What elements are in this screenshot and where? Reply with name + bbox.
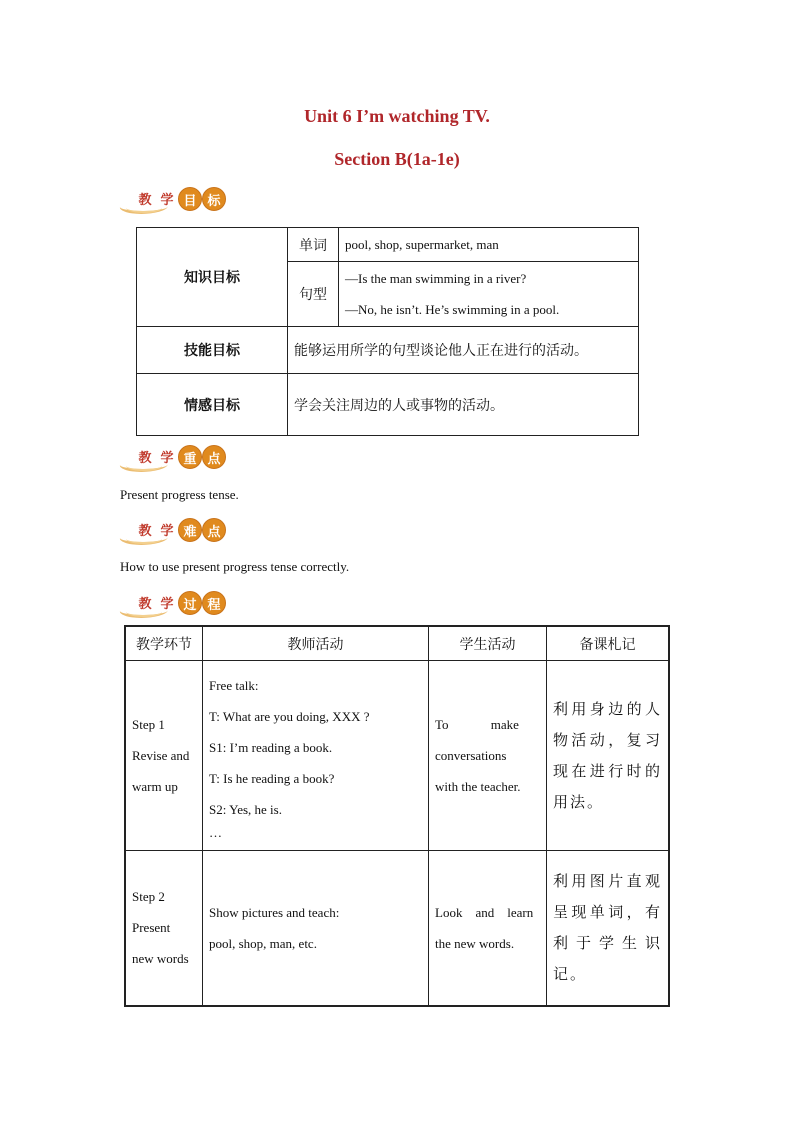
skill-label: 技能目标 (137, 327, 288, 374)
teacher-line: … (209, 825, 222, 840)
banner-char: 教 (138, 523, 152, 539)
notes-text: 利用图片直观呈现单词，有利于学生识记。 (553, 871, 662, 983)
teacher-line: Show pictures and teach: (209, 904, 340, 920)
banner-char: 教 (138, 450, 152, 466)
skill-text: 能够运用所学的句型谈论他人正在进行的活动。 (288, 327, 639, 374)
header-student: 学生活动 (429, 626, 547, 661)
banner-char: 目 (178, 187, 202, 211)
table-row (125, 661, 669, 851)
key-point-text: Present progress tense. (120, 487, 239, 502)
step-line: Present (132, 920, 171, 936)
step-line: Step 1 (132, 717, 165, 732)
student-cell (429, 661, 547, 851)
section-subtitle: Section B(1a-1e) (334, 149, 460, 169)
banner-char: 点 (202, 445, 226, 469)
teacher-line: T: What are you doing, XXX ? (209, 709, 370, 724)
step-line: new words (132, 951, 189, 967)
banner-char: 难 (178, 518, 202, 542)
step-cell (125, 851, 203, 1006)
vocab-text: pool, shop, supermarket, man (339, 228, 639, 262)
notes-cell (547, 661, 670, 851)
unit-title: Unit 6 I’m watching TV. (304, 106, 490, 126)
banner-char: 标 (202, 187, 226, 211)
process-table (124, 625, 670, 1007)
teacher-line: pool, shop, man, etc. (209, 935, 317, 951)
student-line: To make (435, 717, 519, 732)
header-teacher: 教师活动 (203, 626, 429, 661)
knowledge-label: 知识目标 (137, 228, 288, 327)
objectives-banner (120, 187, 230, 213)
student-line: conversations (435, 748, 507, 763)
emotion-label: 情感目标 (137, 374, 288, 436)
difficulty-text: How to use present progress tense correctly. (120, 559, 350, 574)
banner-char: 程 (202, 591, 226, 615)
banner-char: 过 (178, 591, 202, 615)
step-cell (125, 661, 203, 851)
banner-char: 教 (138, 596, 152, 612)
step-line: warm up (132, 779, 178, 794)
emotion-text: 学会关注周边的人或事物的活动。 (288, 374, 639, 436)
teacher-cell (203, 661, 429, 851)
student-cell (429, 851, 547, 1006)
banner-char: 学 (160, 192, 174, 208)
pattern-cell (339, 262, 639, 327)
objectives-table (136, 227, 639, 436)
banner-char: 重 (178, 445, 202, 469)
pattern-label: 句型 (288, 262, 339, 327)
key-points-banner (120, 445, 230, 471)
teacher-line: S2: Yes, he is. (209, 802, 282, 817)
banner-char: 学 (160, 596, 174, 612)
step-line: Step 2 (132, 889, 165, 905)
student-line: with the teacher. (435, 779, 521, 794)
student-line: the new words. (435, 935, 515, 951)
table-row (125, 851, 669, 1006)
banner-char: 学 (160, 523, 174, 539)
header-notes: 备课札记 (547, 626, 670, 661)
banner-char: 学 (160, 450, 174, 466)
student-line: Look and learn (435, 904, 534, 920)
vocab-label: 单词 (288, 228, 339, 262)
notes-text: 利用身边的人物活动，复习现在进行时的用法。 (553, 699, 662, 811)
header-step: 教学环节 (125, 626, 203, 661)
difficulties-banner (120, 518, 230, 544)
banner-char: 点 (202, 518, 226, 542)
teacher-line: T: Is he reading a book? (209, 771, 335, 786)
process-banner (120, 591, 230, 617)
notes-cell (547, 851, 670, 1006)
pattern-question: —Is the man swimming in a river? (345, 271, 527, 286)
teacher-line: Free talk: (209, 678, 259, 693)
teacher-cell (203, 851, 429, 1006)
step-line: Revise and (132, 748, 190, 763)
teacher-line: S1: I’m reading a book. (209, 740, 333, 755)
banner-char: 教 (138, 192, 152, 208)
pattern-answer: —No, he isn’t. He’s swimming in a pool. (345, 302, 560, 317)
